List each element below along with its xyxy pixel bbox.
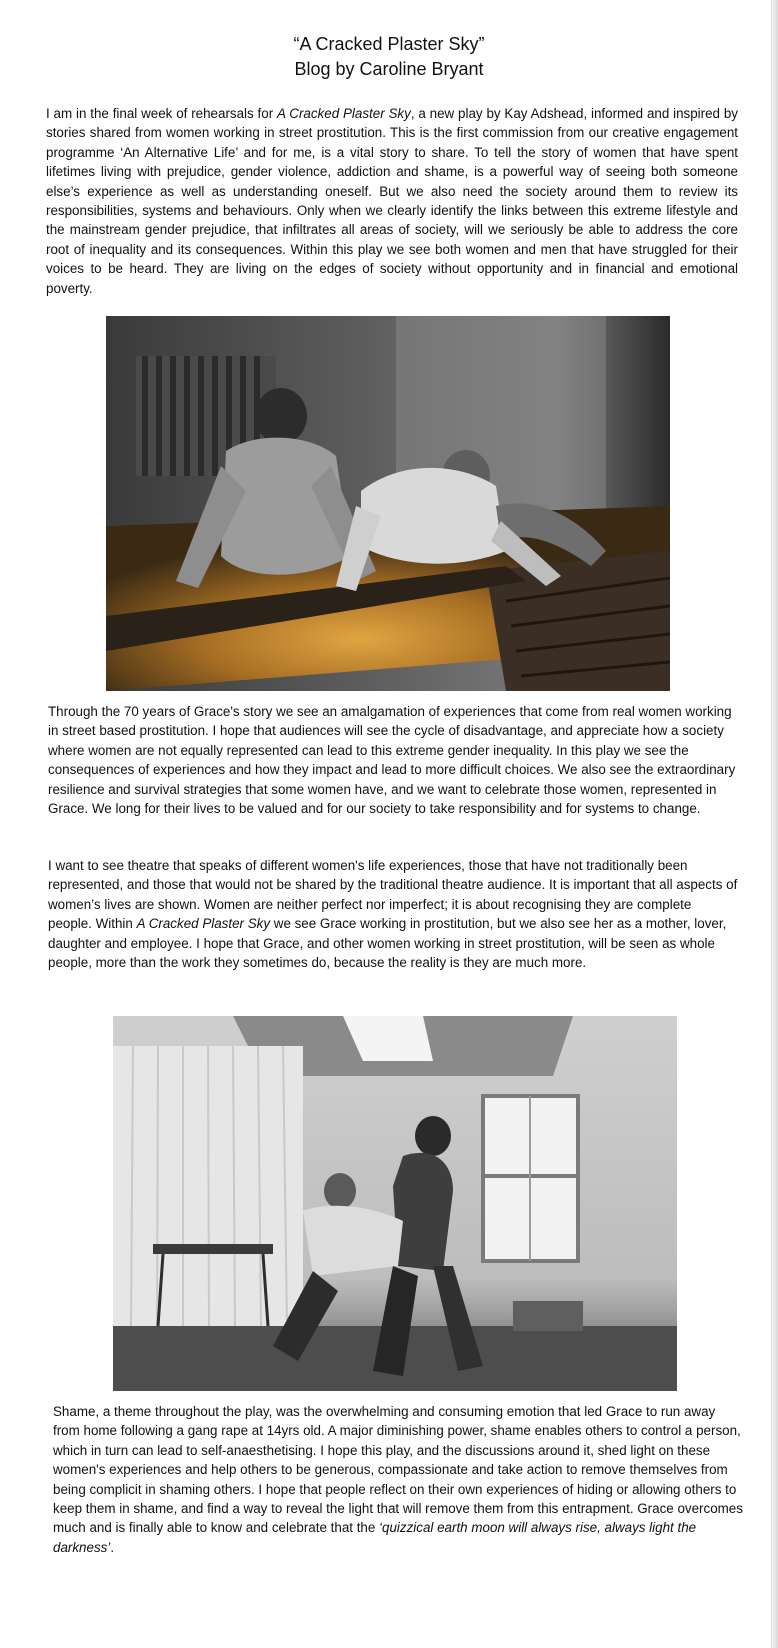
paragraph-grace-story: Through the 70 years of Grace's story we see an amalgamation of experiences that come from real women working in street based prostitution. I hope that audiences will see the cycle of disadvantage, and appreciate how a society where women are not equally represented can lead to this extreme gender inequality. In this play we see the consequences of experiences and how they impact and lead to more difficult choices. We also see the extraordinary resilience and survival strategies that some women have, and we want to celebrate those women, represented in Grace. We long for their lives to be valued and for our society to take responsibility and for systems to change. <box>48 704 736 817</box>
blog-header <box>0 32 778 82</box>
paragraph-shame-text-2: . <box>110 1539 115 1555</box>
paragraph-shame-text-1: Shame, a theme throughout the play, was the overwhelming and consuming emotion that led Grace to run away from home following a gang rape at 14yrs old. A major diminishing power, shame enables others to control a person, which in turn can lead to self-anaesthetising. I hope this play, and the discussions around it, shed light on these women's experiences and help others to be generous, compassionate and take action to remove themselves from being complicit in shaming others. I hope that people reflect on their own experiences of hiding or allowing others to keep them in shame, and find a way to reveal the light that will remove them from this entrapment. Grace overcomes much and is finally able to know and celebrate that the <box>53 1404 743 1536</box>
paragraph-shame <box>53 1402 743 1557</box>
play-title-italic: A Cracked Plaster Sky <box>277 106 411 121</box>
blog-byline: Blog by Caroline Bryant <box>294 59 484 79</box>
paragraph-intro <box>46 104 738 298</box>
rehearsal-photo-sand <box>106 316 670 691</box>
paragraph-intro-text-2: , a new play by Kay Adshead, informed and inspired by stories shared from women working in street prostitution. This is the first commission from our creative engagement programme ‘An Alternative Life’ and for me, is a vital story to share. To tell the story of women that have spent lifetimes living with prejudice, gender violence, addiction and shame, is a powerful way of seeing both someone else’s experience as well as understanding oneself. But we also need the society around them to review its responsibilities, systems and behaviours. Only when we clearly identify the links between this extreme lifestyle and the mainstream gender prejudice, that infiltrates all areas of society, will we seriously be able to address the core root of inequality and its consequences. Within this play we see both women and men that have struggled for their voices to be heard. They are living on the edges of society without opportunity and in financial and emotional poverty. <box>46 106 738 296</box>
blog-title: “A Cracked Plaster Sky” <box>293 34 485 54</box>
play-title-italic-2: A Cracked Plaster Sky <box>136 916 271 932</box>
paragraph-theatre <box>48 856 738 972</box>
page-edge-shadow <box>771 0 778 1648</box>
paragraph-intro-text-1: I am in the final week of rehearsals for <box>46 106 278 121</box>
rehearsal-photo-room <box>113 1016 677 1391</box>
paragraph-theatre-text-2: we see Grace working in prostitution, but we also see her as a mother, lover, daughter and employee. I hope that Grace, and other women working in street prostitution, will be seen as whole people, more than the work they sometimes do, because the reality is they are much more. <box>48 916 727 971</box>
closing-quote-italic: ‘quizzical earth moon will always rise, always light the darkness’ <box>53 1520 697 1555</box>
paragraph-theatre-text-1: I want to see theatre that speaks of different women's life experiences, those that have not traditionally been represented, and those that would not be shared by the traditional theatre audience. It is important that all aspects of women’s lives are shown. Women are neither perfect nor imperfect; it is about recognising they are complete people. Within <box>48 858 738 932</box>
